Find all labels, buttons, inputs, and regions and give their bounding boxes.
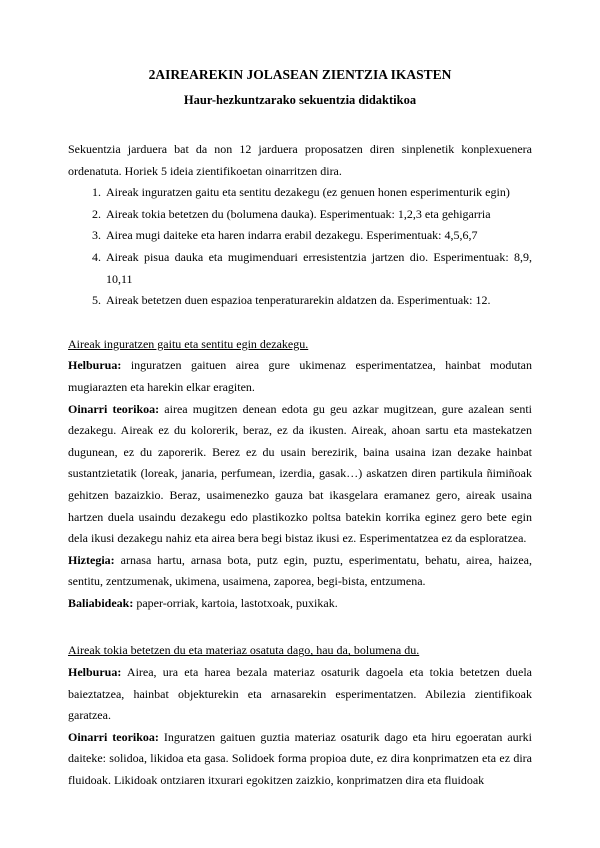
section-heading: Aireak tokia betetzen du eta materiaz osatuta dago, hau da, bolumena du. bbox=[68, 643, 420, 658]
section-air-surrounds-us bbox=[68, 334, 532, 615]
oinarri-teorikoa-paragraph bbox=[68, 727, 532, 792]
document-title: 2AIREAREKIN JOLASEAN ZIENTZIA IKASTEN bbox=[148, 67, 452, 82]
oinarri-teorikoa-paragraph bbox=[68, 399, 532, 550]
hiztegia-paragraph bbox=[68, 550, 532, 593]
helburua-label: Helburua: bbox=[68, 358, 122, 373]
science-idea-item-2: 2. Aireak tokia betetzen du (bolumena dauka). Esperimentuak: 1,2,3 eta gehigarria bbox=[104, 204, 532, 226]
science-idea-item-5: 5. Aireak betetzen duen espazioa tenperaturarekin aldatzen da. Esperimentuak: 12. bbox=[104, 290, 532, 312]
science-ideas-list bbox=[68, 182, 532, 312]
science-idea-item-1: 1. Aireak inguratzen gaitu eta sentitu dezakegu (ez genuen honen esperimenturik egin) bbox=[104, 182, 532, 204]
helburua-label: Helburua: bbox=[68, 665, 122, 680]
oinarri-teorikoa-label: Oinarri teorikoa: bbox=[68, 729, 159, 744]
helburua-text: inguratzen gaituen airea gure ukimenaz esperimentatzea, hainbat modutan mugiarazten eta harekin elkar eragiten. bbox=[68, 358, 533, 394]
baliabideak-paragraph bbox=[68, 593, 532, 615]
section-heading: Aireak inguratzen gaitu eta sentitu egin dezakegu. bbox=[68, 336, 309, 351]
hiztegia-text: arnasa hartu, arnasa bota, putz egin, puztu, esperimentatu, behatu, airea, haizea, sentitu, zentzumenak, ukimena, usaimena, zaporea, begi-bista, entzumena. bbox=[68, 552, 533, 589]
document-subtitle: Haur-hezkuntzarako sekuentzia didaktikoa bbox=[183, 93, 417, 107]
baliabideak-label: Baliabideak: bbox=[68, 595, 134, 610]
helburua-paragraph bbox=[68, 355, 532, 398]
helburua-text: Airea, ura eta harea bezala materiaz osaturik dagoela eta tokia betetzen duela baieztatzea, hainbat objekturekin eta arnasarekin esperimentatzen. Abilezia zientifikoak garatzea. bbox=[68, 665, 532, 723]
science-idea-item-3: 3. Airea mugi daiteke eta haren indarra erabil dezakegu. Esperimentuak: 4,5,6,7 bbox=[104, 225, 532, 247]
oinarri-teorikoa-text: airea mugitzen denean edota gu geu azkar mugitzean, gure azalean senti dezakegu. Aireak ez du kolorerik, beraz, ez da ikusten. Aireak, ahoan sartu eta mastekatzen dugunean, ez du zaporerik. Berez ez du usain berezirik, baina usaina izan dezake hainbat sustantzietatik (loreak, janaria, perfumean, izerdia, gasak…) askatzen diren partikula ñimiñoak gehitzen bazaizkio. Beraz, usaimenezko gauza bat ikasgelara eramanez gero, aireak usaina hartzen duela usaindu dezakegu edo plastikozko poltsa batekin korrika eginez gero bete egin dela ikusi dezakegu nahiz eta airea bera begi bistaz ikusi ez. Esperimentatzea ez da esploratzea. bbox=[68, 401, 532, 546]
baliabideak-text: paper-orriak, kartoia, lastotxoak, puxikak. bbox=[136, 595, 338, 610]
helburua-paragraph bbox=[68, 662, 532, 727]
oinarri-teorikoa-label: Oinarri teorikoa: bbox=[68, 401, 160, 416]
oinarri-teorikoa-text: Inguratzen gaituen guztia materiaz osaturik dago eta hiru egoeratan aurki daiteke: solidoa, likidoa eta gasa. Solidoek forma propioa dute, ez dira konprimatzen eta ez dira fluidoak. Likidoak ontziaren itxurari egokitzen zaizkio, konprimatzen dira eta fluidoak bbox=[68, 729, 533, 788]
section-air-fills-space bbox=[68, 640, 532, 791]
science-idea-item-4: 4. Aireak pisua dauka eta mugimenduari erresistentzia jartzen dio. Esperimentuak: 8,9, 10,11 bbox=[104, 247, 532, 290]
intro-paragraph: Sekuentzia jarduera bat da non 12 jarduera proposatzen diren sinplenetik konplexuenera ordenatuta. Horiek 5 ideia zientifikoetan oinarritzen dira. bbox=[68, 142, 532, 178]
hiztegia-label: Hiztegia: bbox=[68, 552, 115, 567]
